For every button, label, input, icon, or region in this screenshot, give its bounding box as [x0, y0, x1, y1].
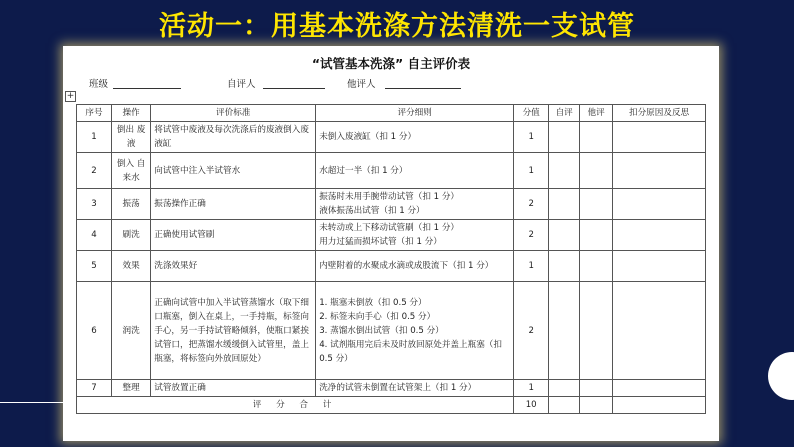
row-peer[interactable] [580, 282, 613, 380]
row-peer[interactable] [580, 251, 613, 282]
row-no: 2 [77, 153, 112, 189]
row-self[interactable] [549, 220, 580, 251]
header-no: 序号 [77, 105, 112, 122]
row-standard: 正确向试管中加入半试管蒸馏水（取下细口瓶塞，倒入在桌上，一手持瓶，标签向手心，另一手持试管略倾斜，使瓶口紧挨试管口，把蒸馏水缓缓倒入试管里，盖上瓶塞，将标签向外放回原处） [151, 282, 316, 380]
row-no: 6 [77, 282, 112, 380]
row-reason[interactable] [613, 380, 706, 397]
row-reason[interactable] [613, 189, 706, 220]
row-score: 2 [514, 220, 549, 251]
peer-field[interactable] [385, 88, 461, 89]
evaluation-table [76, 104, 706, 414]
row-standard: 将试管中废液及每次洗涤后的废液倒入废液缸 [151, 122, 316, 153]
row-op: 整理 [112, 380, 151, 397]
header-row [77, 105, 706, 122]
table-row [77, 122, 706, 153]
row-self[interactable] [549, 380, 580, 397]
row-peer[interactable] [580, 189, 613, 220]
row-score: 2 [514, 282, 549, 380]
form-title: “试管基本洗涤” 自主评价表 [311, 56, 471, 71]
table-row [77, 220, 706, 251]
slide-title: 活动一：用基本洗涤方法清洗一支试管 [159, 11, 635, 42]
rule-line: 用力过猛而损坏试管（扣 1 分） [319, 237, 442, 247]
rule-line: 1. 瓶塞未倒放（扣 0.5 分） [319, 297, 427, 308]
row-rules [316, 380, 514, 397]
rule-line: 3. 蒸馏水倒出试管（扣 0.5 分） [319, 325, 444, 336]
header-rules: 评分细则 [316, 105, 514, 122]
rule-line: 未转动或上下移动试管刷（扣 1 分） [319, 223, 460, 233]
row-standard: 洗涤效果好 [151, 251, 316, 282]
row-reason[interactable] [613, 282, 706, 380]
row-rules [316, 153, 514, 189]
rule-line: 内壁附着的水聚成水滴或成股流下（扣 1 分） [319, 261, 494, 271]
row-op: 刷洗 [112, 220, 151, 251]
row-standard: 振荡操作正确 [151, 189, 316, 220]
row-self[interactable] [549, 189, 580, 220]
row-rules [316, 122, 514, 153]
total-reason[interactable] [613, 397, 706, 414]
row-score: 1 [514, 251, 549, 282]
table-row [77, 189, 706, 220]
row-rules [316, 220, 514, 251]
class-label: 班级 [89, 79, 109, 90]
row-op: 倒入 自来水 [112, 153, 151, 189]
total-label: 评 分 合 计 [77, 397, 514, 414]
row-score: 1 [514, 380, 549, 397]
row-rules [316, 251, 514, 282]
total-peer[interactable] [580, 397, 613, 414]
table-row [77, 251, 706, 282]
decorative-circle [768, 352, 794, 400]
row-no: 5 [77, 251, 112, 282]
header-self: 自评 [549, 105, 580, 122]
rule-line: 4. 试剂瓶用完后未及时放回原处并盖上瓶塞（扣 0.5 分） [319, 339, 502, 364]
table-row [77, 282, 706, 380]
row-op: 效果 [112, 251, 151, 282]
row-op: 倒出 废液 [112, 122, 151, 153]
header-op: 操作 [112, 105, 151, 122]
row-rules [316, 282, 514, 380]
row-score: 2 [514, 189, 549, 220]
header-standard: 评价标准 [151, 105, 316, 122]
peer-label: 他评人 [347, 79, 376, 90]
rule-line: 水超过一半（扣 1 分） [319, 165, 408, 176]
row-no: 4 [77, 220, 112, 251]
total-self[interactable] [549, 397, 580, 414]
self-field[interactable] [263, 88, 325, 89]
row-peer[interactable] [580, 122, 613, 153]
header-score: 分值 [514, 105, 549, 122]
header-reason: 扣分原因及反思 [613, 105, 706, 122]
total-row [77, 397, 706, 414]
rule-line: 液体振荡出试管（扣 1 分） [319, 206, 425, 216]
table-row [77, 380, 706, 397]
row-reason[interactable] [613, 251, 706, 282]
rule-line: 洗净的试管未倒置在试管架上（扣 1 分） [319, 383, 477, 393]
rule-line: 2. 标签未向手心（扣 0.5 分） [319, 311, 436, 322]
decorative-line [0, 402, 66, 403]
row-standard: 正确使用试管刷 [151, 220, 316, 251]
table-row [77, 153, 706, 189]
class-field[interactable] [113, 88, 181, 89]
row-self[interactable] [549, 153, 580, 189]
row-rules [316, 189, 514, 220]
row-peer[interactable] [580, 153, 613, 189]
row-no: 7 [77, 380, 112, 397]
row-self[interactable] [549, 282, 580, 380]
self-label: 自评人 [227, 79, 256, 90]
rule-line: 未倒入废液缸（扣 1 分） [319, 132, 417, 142]
header-peer: 他评 [580, 105, 613, 122]
row-reason[interactable] [613, 153, 706, 189]
table-move-handle-icon[interactable]: + [66, 91, 75, 101]
row-no: 3 [77, 189, 112, 220]
rule-line: 振荡时未用手腕带动试管（扣 1 分） [319, 192, 460, 202]
form-fields [63, 74, 719, 92]
row-self[interactable] [549, 251, 580, 282]
row-reason[interactable] [613, 122, 706, 153]
evaluation-sheet [63, 46, 719, 441]
row-score: 1 [514, 153, 549, 189]
row-op: 润洗 [112, 282, 151, 380]
row-op: 振荡 [112, 189, 151, 220]
row-standard: 向试管中注入半试管水 [151, 153, 316, 189]
row-peer[interactable] [580, 220, 613, 251]
row-no: 1 [77, 122, 112, 153]
row-peer[interactable] [580, 380, 613, 397]
row-reason[interactable] [613, 220, 706, 251]
row-standard: 试管放置正确 [151, 380, 316, 397]
row-score: 1 [514, 122, 549, 153]
row-self[interactable] [549, 122, 580, 153]
total-score: 10 [514, 397, 549, 414]
